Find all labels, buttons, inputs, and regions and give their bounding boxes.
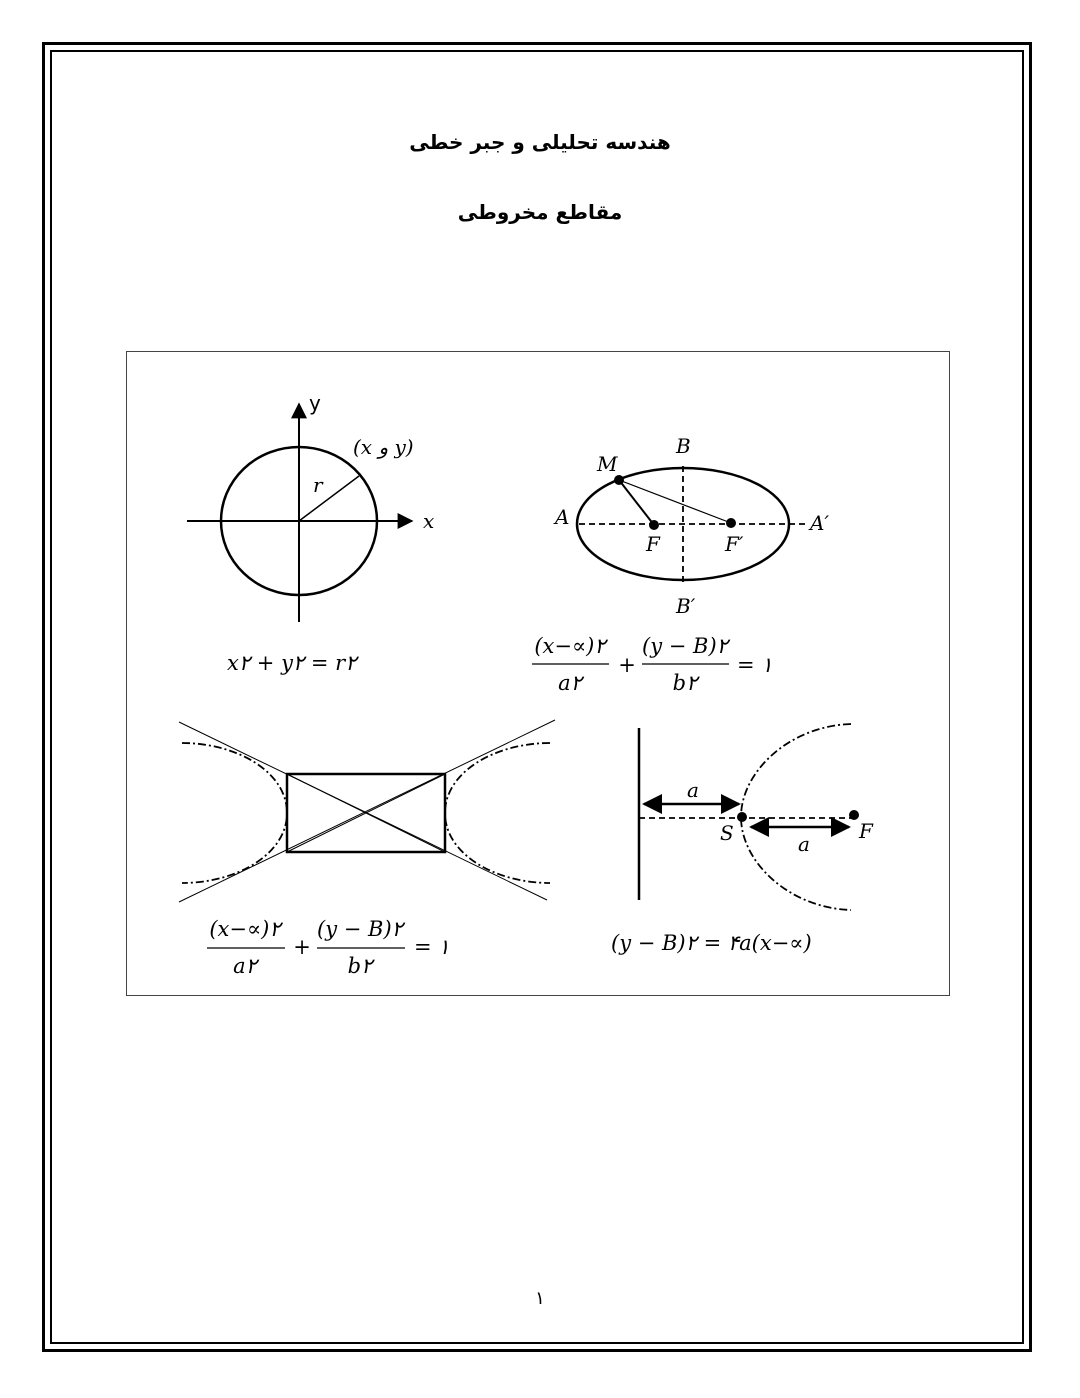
hyperbola-eq-denominator-2: b۲ [347, 954, 373, 978]
page-subtitle: مقاطع مخروطی [457, 200, 623, 224]
hyperbola-eq-rhs: = ۱ [414, 935, 450, 959]
ellipse-focus-f [649, 520, 659, 530]
parabola-diagram [611, 724, 874, 955]
ellipse-eq-denominator-2: b۲ [672, 671, 698, 695]
hyperbola-right-branch [445, 743, 550, 883]
ellipse-eq-denominator-1: a۲ [558, 671, 582, 695]
hyperbola-eq-numerator-2: (y − B)۲ [317, 917, 403, 941]
parabola-vertex-s [737, 812, 747, 822]
parabola-focus-f [849, 810, 859, 820]
circle-diagram [187, 391, 434, 675]
parabola-curve [741, 724, 851, 910]
hyperbola-eq-plus: + [293, 935, 311, 959]
circle-y-label: y [309, 391, 321, 415]
hyperbola-eq-denominator-1: a۲ [233, 954, 257, 978]
ellipse-diagram [532, 434, 829, 695]
ellipse-eq-plus: + [618, 653, 636, 677]
parabola-equation: (y − B)۲ = ۴a(x−∝) [611, 931, 812, 955]
ellipse-eq-numerator-2: (y − B)۲ [642, 634, 728, 658]
hyperbola-diagram [179, 720, 555, 978]
ellipse-eq-numerator-1: (x−∝)۲ [534, 634, 606, 658]
ellipse-label-a: A [555, 505, 570, 529]
parabola-label-a-bottom: a [798, 832, 810, 856]
conic-figures-svg [127, 352, 951, 997]
ellipse-label-m: M [597, 452, 618, 476]
circle-radius-label: r [313, 473, 323, 497]
ellipse-focus-f-prime [726, 518, 736, 528]
circle-equation: x۲ + y۲ = r۲ [227, 651, 357, 675]
parabola-label-s: S [720, 821, 734, 845]
hyperbola-left-branch [182, 743, 287, 883]
circle-point-label: (x و y) [353, 435, 414, 459]
circle-x-label: x [423, 509, 435, 533]
circle-radius-line [299, 476, 359, 521]
conic-figures-panel [126, 351, 950, 996]
ellipse-label-b-prime: B′ [676, 594, 696, 618]
ellipse-label-a-prime: A′ [810, 511, 829, 535]
ellipse-eq-rhs: = ۱ [737, 653, 773, 677]
parabola-label-a-top: a [687, 778, 699, 802]
ellipse-label-f: F [646, 532, 660, 556]
parabola-label-f: F [859, 819, 873, 843]
ellipse-label-f-prime: F′ [725, 532, 744, 556]
ellipse-point-m [614, 475, 624, 485]
page-title: هندسه تحلیلی و جبر خطی [409, 130, 671, 154]
page-number: ۱ [535, 1288, 545, 1309]
ellipse-label-b: B [676, 434, 691, 458]
hyperbola-eq-numerator-1: (x−∝)۲ [209, 917, 281, 941]
